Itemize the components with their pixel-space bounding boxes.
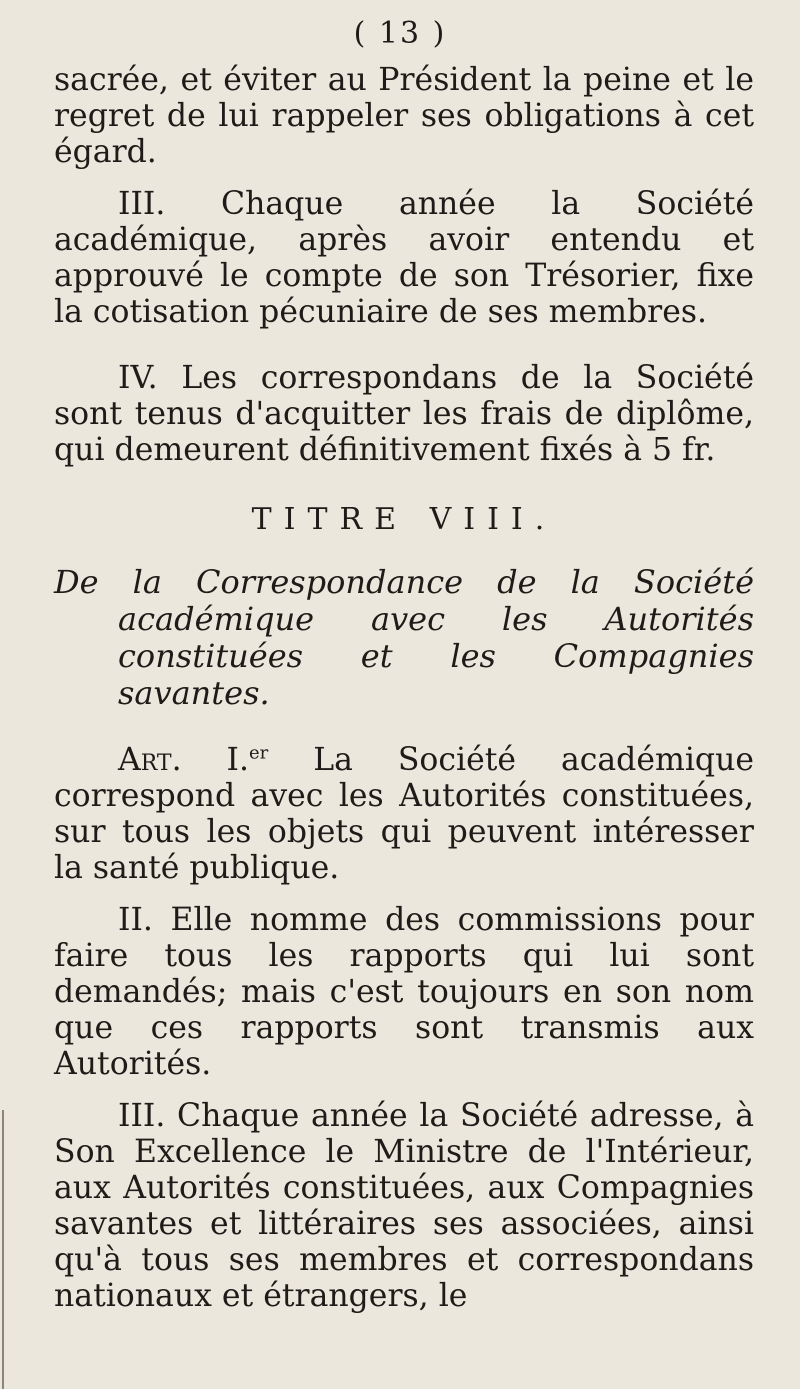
page-body [54, 62, 754, 1314]
article-label: Art. I. [118, 742, 249, 778]
paragraph-article-3: III. Chaque année la Société académique, après avoir entendu et approuvé le compte de son Trésorier, fixe la cotisation pécuniaire de ses membres. [54, 186, 754, 330]
article-label-superscript: er [249, 742, 269, 764]
section-title: TITRE VIII. [251, 502, 557, 537]
paragraph-article-3b: III. Chaque année la Société adresse, à Son Excellence le Ministre de l'Intérieur, aux Autorités constituées, aux Compagnies savantes et littéraires ses associées, ainsi qu'à tous ses membres et correspondans nationaux et étrangers, le [54, 1098, 754, 1314]
page-edge-shadow [2, 1110, 4, 1389]
paragraph-article-2: II. Elle nomme des commissions pour faire tous les rapports qui lui sont demandés; mais c'est toujours en son nom que ces rapports sont transmis aux Autorités. [54, 902, 754, 1082]
article-1-text: La Société académique correspond avec les Autorités constituées, sur tous les objets qui peuvent intéresser la santé publique. [54, 742, 754, 886]
paragraph-continuation: sacrée, et éviter au Président la peine et le regret de lui rappeler ses obligations à cet égard. [54, 62, 754, 170]
paragraph-article-1 [54, 742, 754, 886]
paragraph-article-4: IV. Les correspondans de la Société sont tenus d'acquitter les frais de diplôme, qui demeurent définitivement fixés à 5 fr. [54, 360, 754, 468]
section-heading: De la Correspondance de la Société académique avec les Autorités constituées et les Compagnies savantes. [54, 563, 754, 712]
page-number: ( 13 ) [353, 16, 447, 51]
